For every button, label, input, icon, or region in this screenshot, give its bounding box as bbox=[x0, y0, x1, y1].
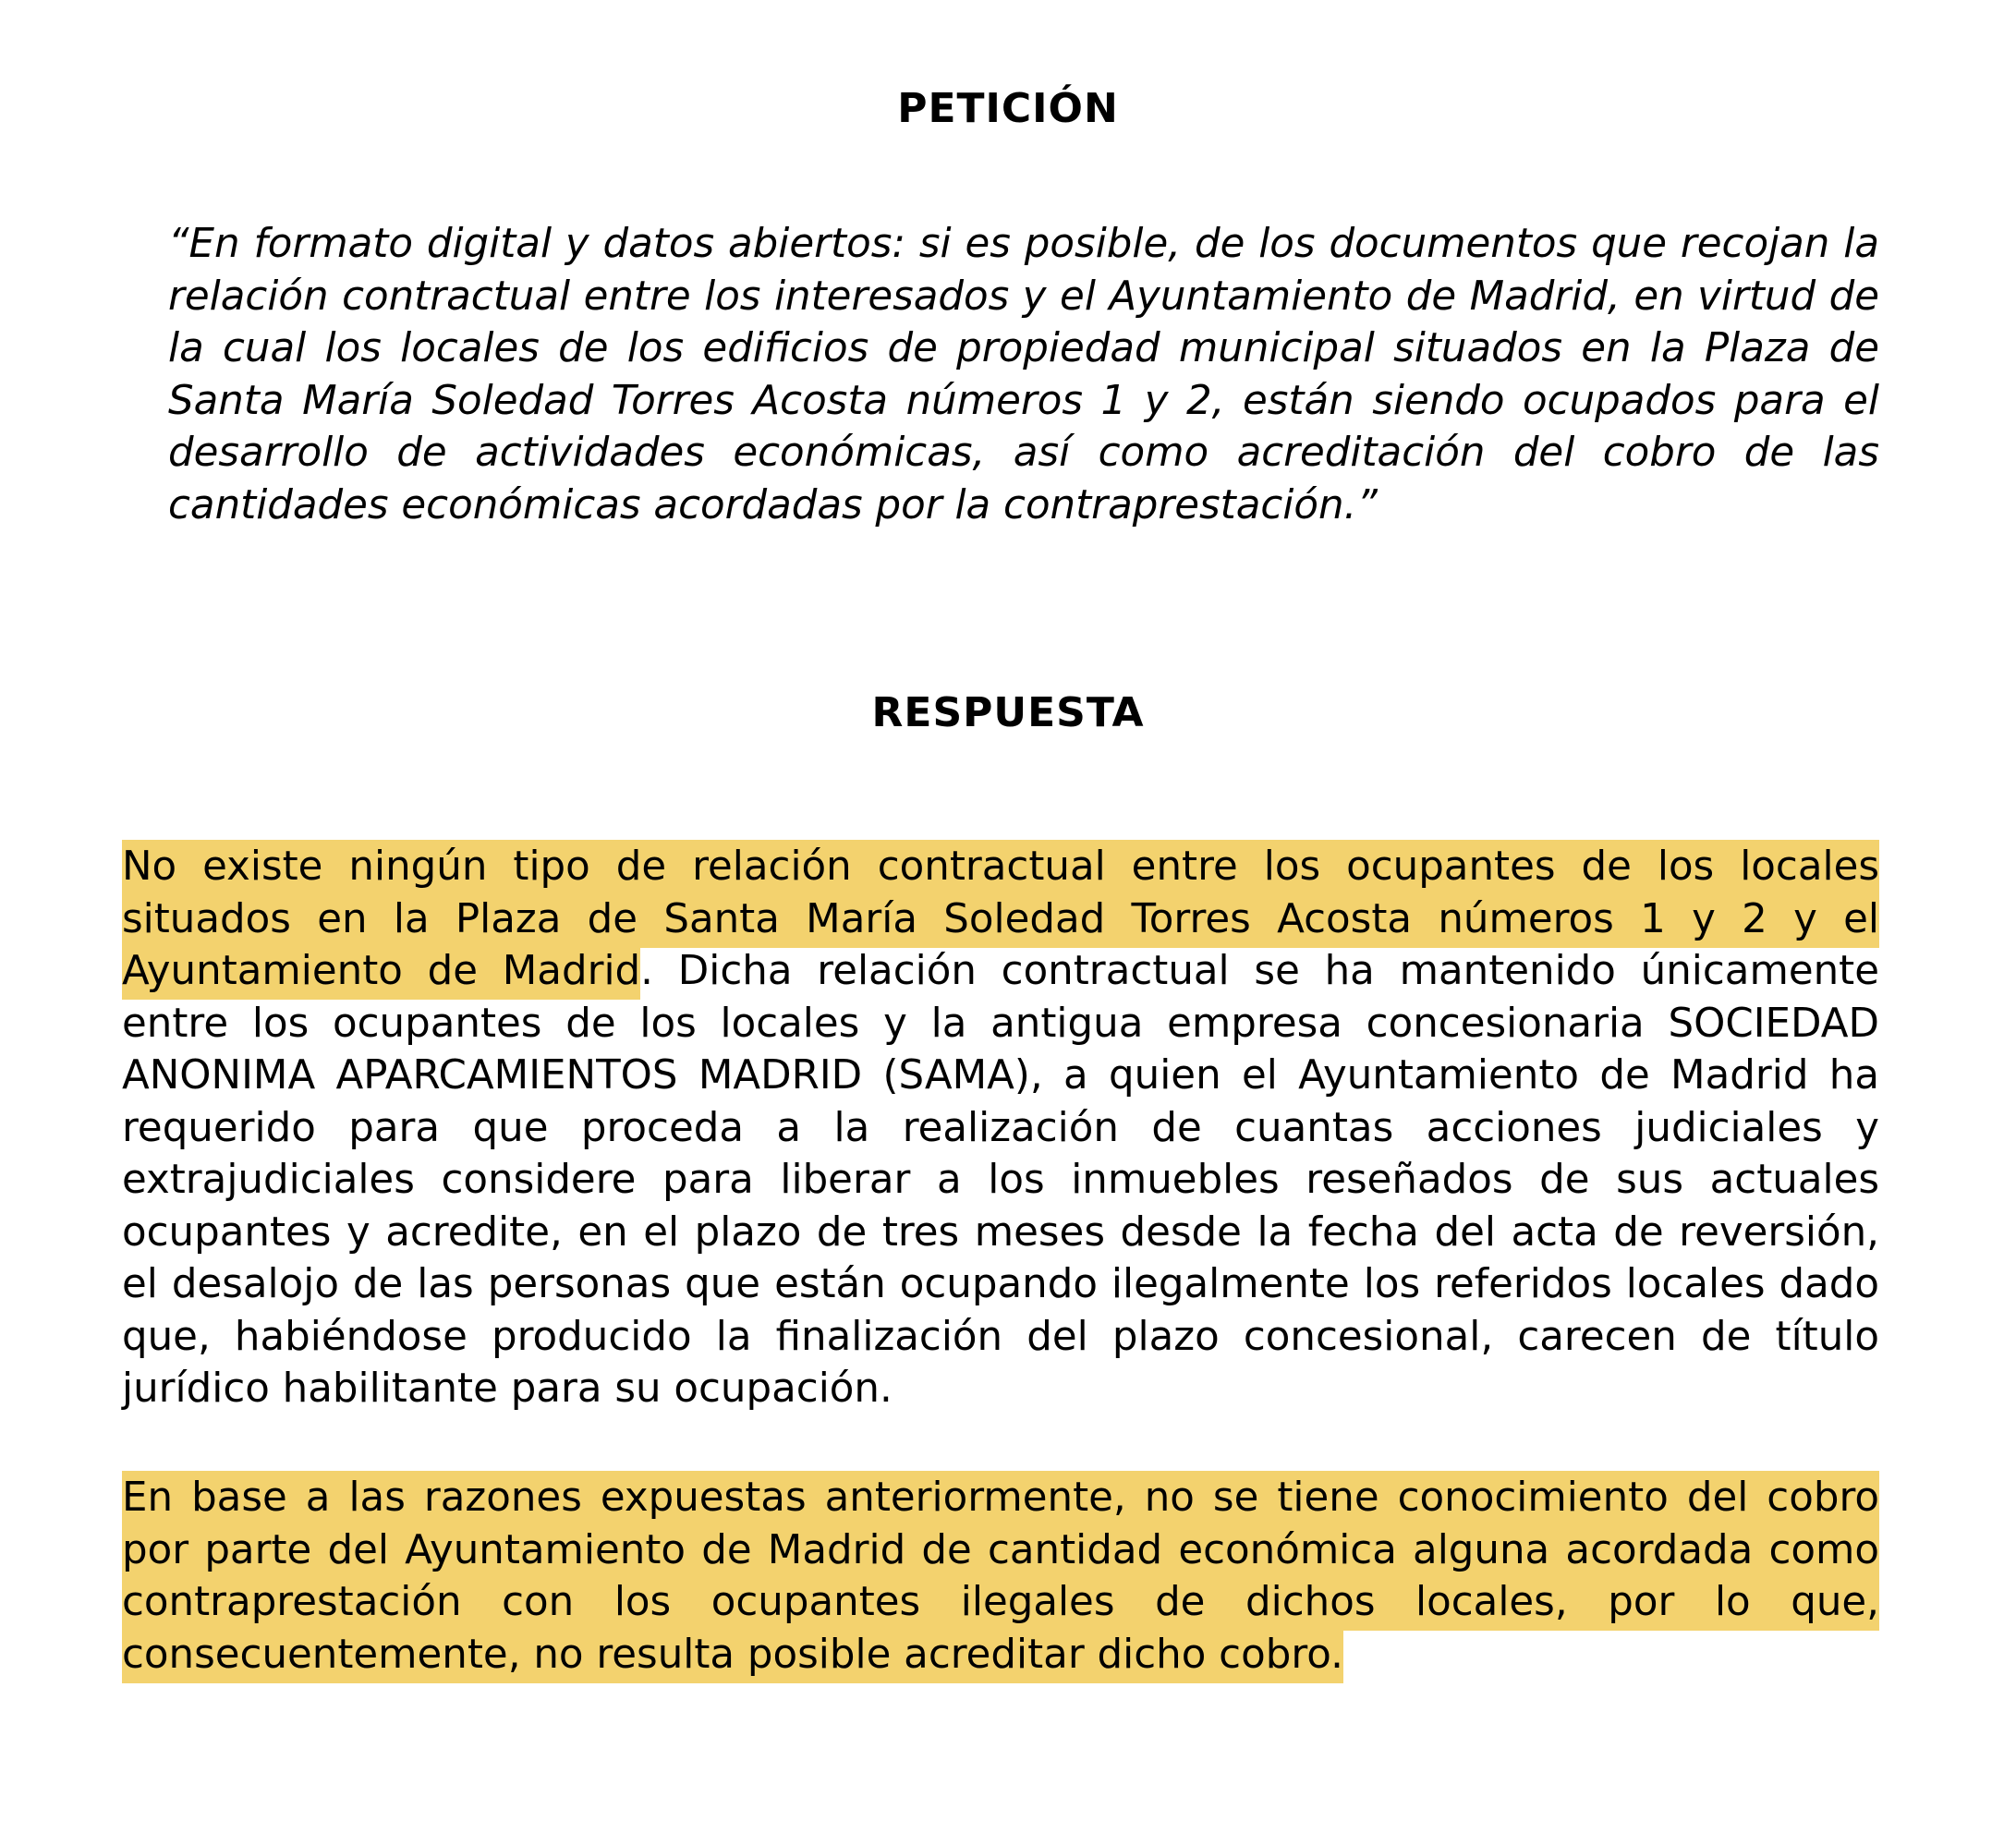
highlighted-text: No existe ningún tipo de relación contractual entre los ocupantes de los locales situados en la Plaza de Santa María Soledad Torres Acosta números 1 y 2 y el Ayuntamiento de Madrid bbox=[122, 840, 1879, 1000]
response-heading: RESPUESTA bbox=[871, 689, 1145, 736]
petition-quote: “En formato digital y datos abiertos: si es posible, de los documentos que recojan la relación contractual entre los interesados y el Ayuntamiento de Madrid, en virtud de la cual los locales de los edificios de propiedad municipal situados en la Plaza de Santa María Soledad Torres Acosta números 1 y 2, están siendo ocupados para el desarrollo de actividades económicas, así como acreditación del cobro de las cantidades económicas acordadas por la contraprestación.” bbox=[168, 221, 1879, 528]
highlighted-text: En base a las razones expuestas anteriormente, no se tiene conocimiento del cobro por parte del Ayuntamiento de Madrid de cantidad económica alguna acordada como contraprestación con los ocupantes ilegales de dichos locales, por lo que, consecuentemente, no resulta posible acreditar dicho cobro. bbox=[122, 1471, 1879, 1683]
paragraph-text: . Dicha relación contractual se ha mantenido únicamente entre los ocupantes de los locales y la antigua empresa concesionaria SOCIEDAD ANONIMA APARCAMIENTOS MADRID (SAMA), a quien el Ayuntamiento de Madrid ha requerido para que proceda a la realización de cuantas acciones judiciales y extrajudiciales considere para liberar a los inmuebles reseñados de sus actuales ocupantes y acredite, en el plazo de tres meses desde la fecha del acta de reversión, el desalojo de las personas que están ocupando ilegalmente los referidos locales dado que, habiéndose producido la finalización del plazo concesional, carecen de título jurídico habilitante para su ocupación. bbox=[122, 948, 1879, 1412]
petition-heading: PETICIÓN bbox=[897, 85, 1119, 132]
response-paragraph-1 bbox=[122, 841, 1879, 1415]
response-paragraph-2 bbox=[122, 1472, 1879, 1681]
